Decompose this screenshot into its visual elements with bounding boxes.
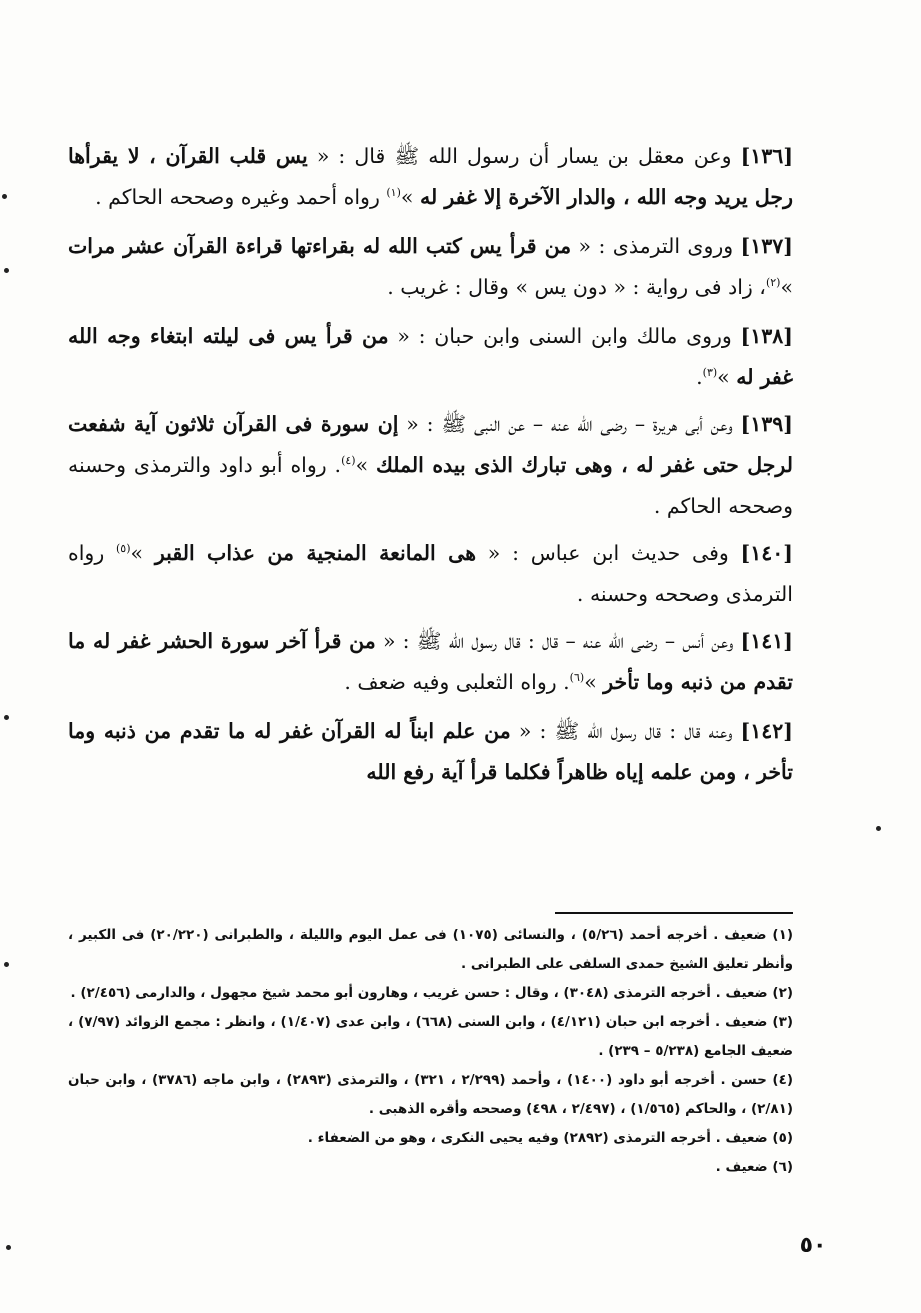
paragraph-136: [68, 136, 793, 218]
paragraph-tail: رواه الترمذى وصححه وحسنه .: [68, 541, 793, 606]
hadith-text: يس قلب القرآن ، لا يقرأها رجل يريد وجه الله ، والدار الآخرة إلا غفر له: [68, 144, 793, 209]
quote-close: »: [584, 670, 604, 694]
paragraph-lead: وروى الترمذى : «: [571, 234, 741, 258]
hadith-number: [١٤١]: [740, 629, 793, 653]
hadith-text: هى المانعة المنجية من عذاب القبر: [154, 541, 477, 565]
paragraph-137: [68, 226, 793, 308]
footnote-1: (١) ضعيف . أخرجه أحمد (٥/٢٦) ، والنسائى (١٠٧٥) فى عمل اليوم والليلة ، والطبرانى (٢٠/٢٢٠) فى الكبير ، وأنظر تعليق الشيخ حمدى السلفى على الطبرانى .: [68, 927, 793, 972]
footnote-ref: (٢): [765, 276, 781, 290]
quote-close: »: [780, 275, 793, 299]
paragraph-tail: رواه أحمد وغيره وصححه الحاكم .: [95, 185, 387, 209]
hadith-number: [١٤٢]: [740, 719, 793, 743]
paragraph-lead: وفى حديث ابن عباس : «: [476, 541, 741, 565]
paragraph-tail: . رواه أبو داود والترمذى وحسنه وصححه الحاكم .: [68, 453, 793, 518]
quote-close: »: [355, 453, 376, 477]
paragraph-138: [68, 316, 793, 398]
paragraph-140: [68, 533, 793, 615]
hadith-text: من قرأ آخر سورة الحشر غفر له ما تقدم من ذنبه وما تأخر: [68, 629, 793, 694]
scan-speck: [876, 826, 881, 831]
footnote-6: (٦) ضعيف .: [715, 1159, 793, 1175]
footnote-5: (٥) ضعيف . أخرجه الترمذى (٢٨٩٢) وفيه يحيى النكرى ، وهو من الضعفاء .: [307, 1130, 793, 1146]
paragraph-tail: ، زاد فى رواية : « دون يس » وقال : غريب .: [387, 275, 766, 299]
paragraph-lead: وعن معقل بن يسار أن رسول الله ﷺ قال : «: [307, 144, 741, 168]
paragraph-lead: وعن أبى هريرة – رضى الله عنه – عن النبى ﷺ : «: [398, 412, 741, 436]
page-number: ٥٠: [799, 1233, 827, 1258]
hadith-text: من قرأ يس كتب الله له بقراءتها قراءة القرآن عشر مرات: [68, 234, 572, 258]
paragraph-lead: وعنه قال : قال رسول الله ﷺ : «: [510, 719, 741, 743]
hadith-text: من قرأ يس فى ليلته ابتغاء وجه الله غفر له: [68, 324, 793, 389]
footnote-4: (٤) حسن . أخرجه أبو داود (١٤٠٠) ، وأحمد (٢/٢٩٩ ، ٣٢١) ، والترمذى (٢٨٩٣) ، وابن ماجه (٣٧٨٦) ، وابن حبان (٢/٨١) ، والحاكم (١/٥٦٥) ، (٢/٤٩٧ ، ٤٩٨) وصححه وأقره الذهبى .: [68, 1072, 793, 1117]
footnote-ref: (٣): [702, 366, 718, 380]
paragraph-139: [68, 404, 793, 527]
quote-close: »: [400, 185, 420, 209]
footnote-separator: [555, 912, 793, 914]
hadith-text: من علم ابناً له القرآن غفر له ما تقدم من ذنبه وما تأخر ، ومن علمه إياه ظاهراً فكلما قرأ آية رفع الله: [68, 719, 793, 784]
hadith-number: [١٣٦]: [740, 144, 794, 168]
scan-speck: [4, 268, 9, 273]
hadith-number: [١٣٩]: [740, 412, 793, 436]
paragraph-lead: وعن أنس – رضى الله عنه – قال : قال رسول الله ﷺ : «: [375, 629, 741, 653]
paragraph-141: [68, 621, 793, 703]
footnote-ref: (٤): [341, 454, 356, 468]
footnote-2: (٢) ضعيف . أخرجه الترمذى (٣٠٤٨) ، وقال : حسن غريب ، وهارون أبو محمد شيخ مجهول ، والدارمى (٢/٤٥٦) .: [70, 985, 793, 1001]
scan-speck: [4, 715, 9, 720]
footnotes: [68, 921, 793, 1182]
paragraph-tail: .: [696, 365, 703, 389]
paragraph-142: [68, 711, 793, 793]
paragraph-tail: . رواه الثعلبى وفيه ضعف .: [344, 670, 570, 694]
hadith-number: [١٣٧]: [740, 234, 793, 258]
hadith-text: إن سورة فى القرآن ثلاثون آية شفعت لرجل حتى غفر له ، وهى تبارك الذى بيده الملك: [68, 412, 793, 477]
quote-close: »: [130, 541, 155, 565]
hadith-number: [١٤٠]: [740, 541, 793, 565]
footnote-3: (٣) ضعيف . أخرجه ابن حبان (٤/١٢١) ، وابن السنى (٦٦٨) ، وابن عدى (١/٤٠٧) ، وانظر : مجمع الزوائد (٧/٩٧) ، ضعيف الجامع (٥/٢٣٨ – ٢٣٩) .: [68, 1014, 794, 1059]
scan-speck: [6, 1245, 11, 1250]
paragraph-lead: وروى مالك وابن السنى وابن حبان : «: [388, 324, 741, 348]
hadith-number: [١٣٨]: [740, 324, 793, 348]
footnote-ref: (٦): [569, 671, 585, 685]
footnote-ref: (٥): [116, 542, 131, 556]
scan-speck: [4, 962, 9, 967]
quote-close: »: [717, 365, 737, 389]
scan-speck: [2, 194, 7, 199]
footnote-ref: (١): [386, 186, 401, 200]
page-body: [68, 136, 794, 1175]
